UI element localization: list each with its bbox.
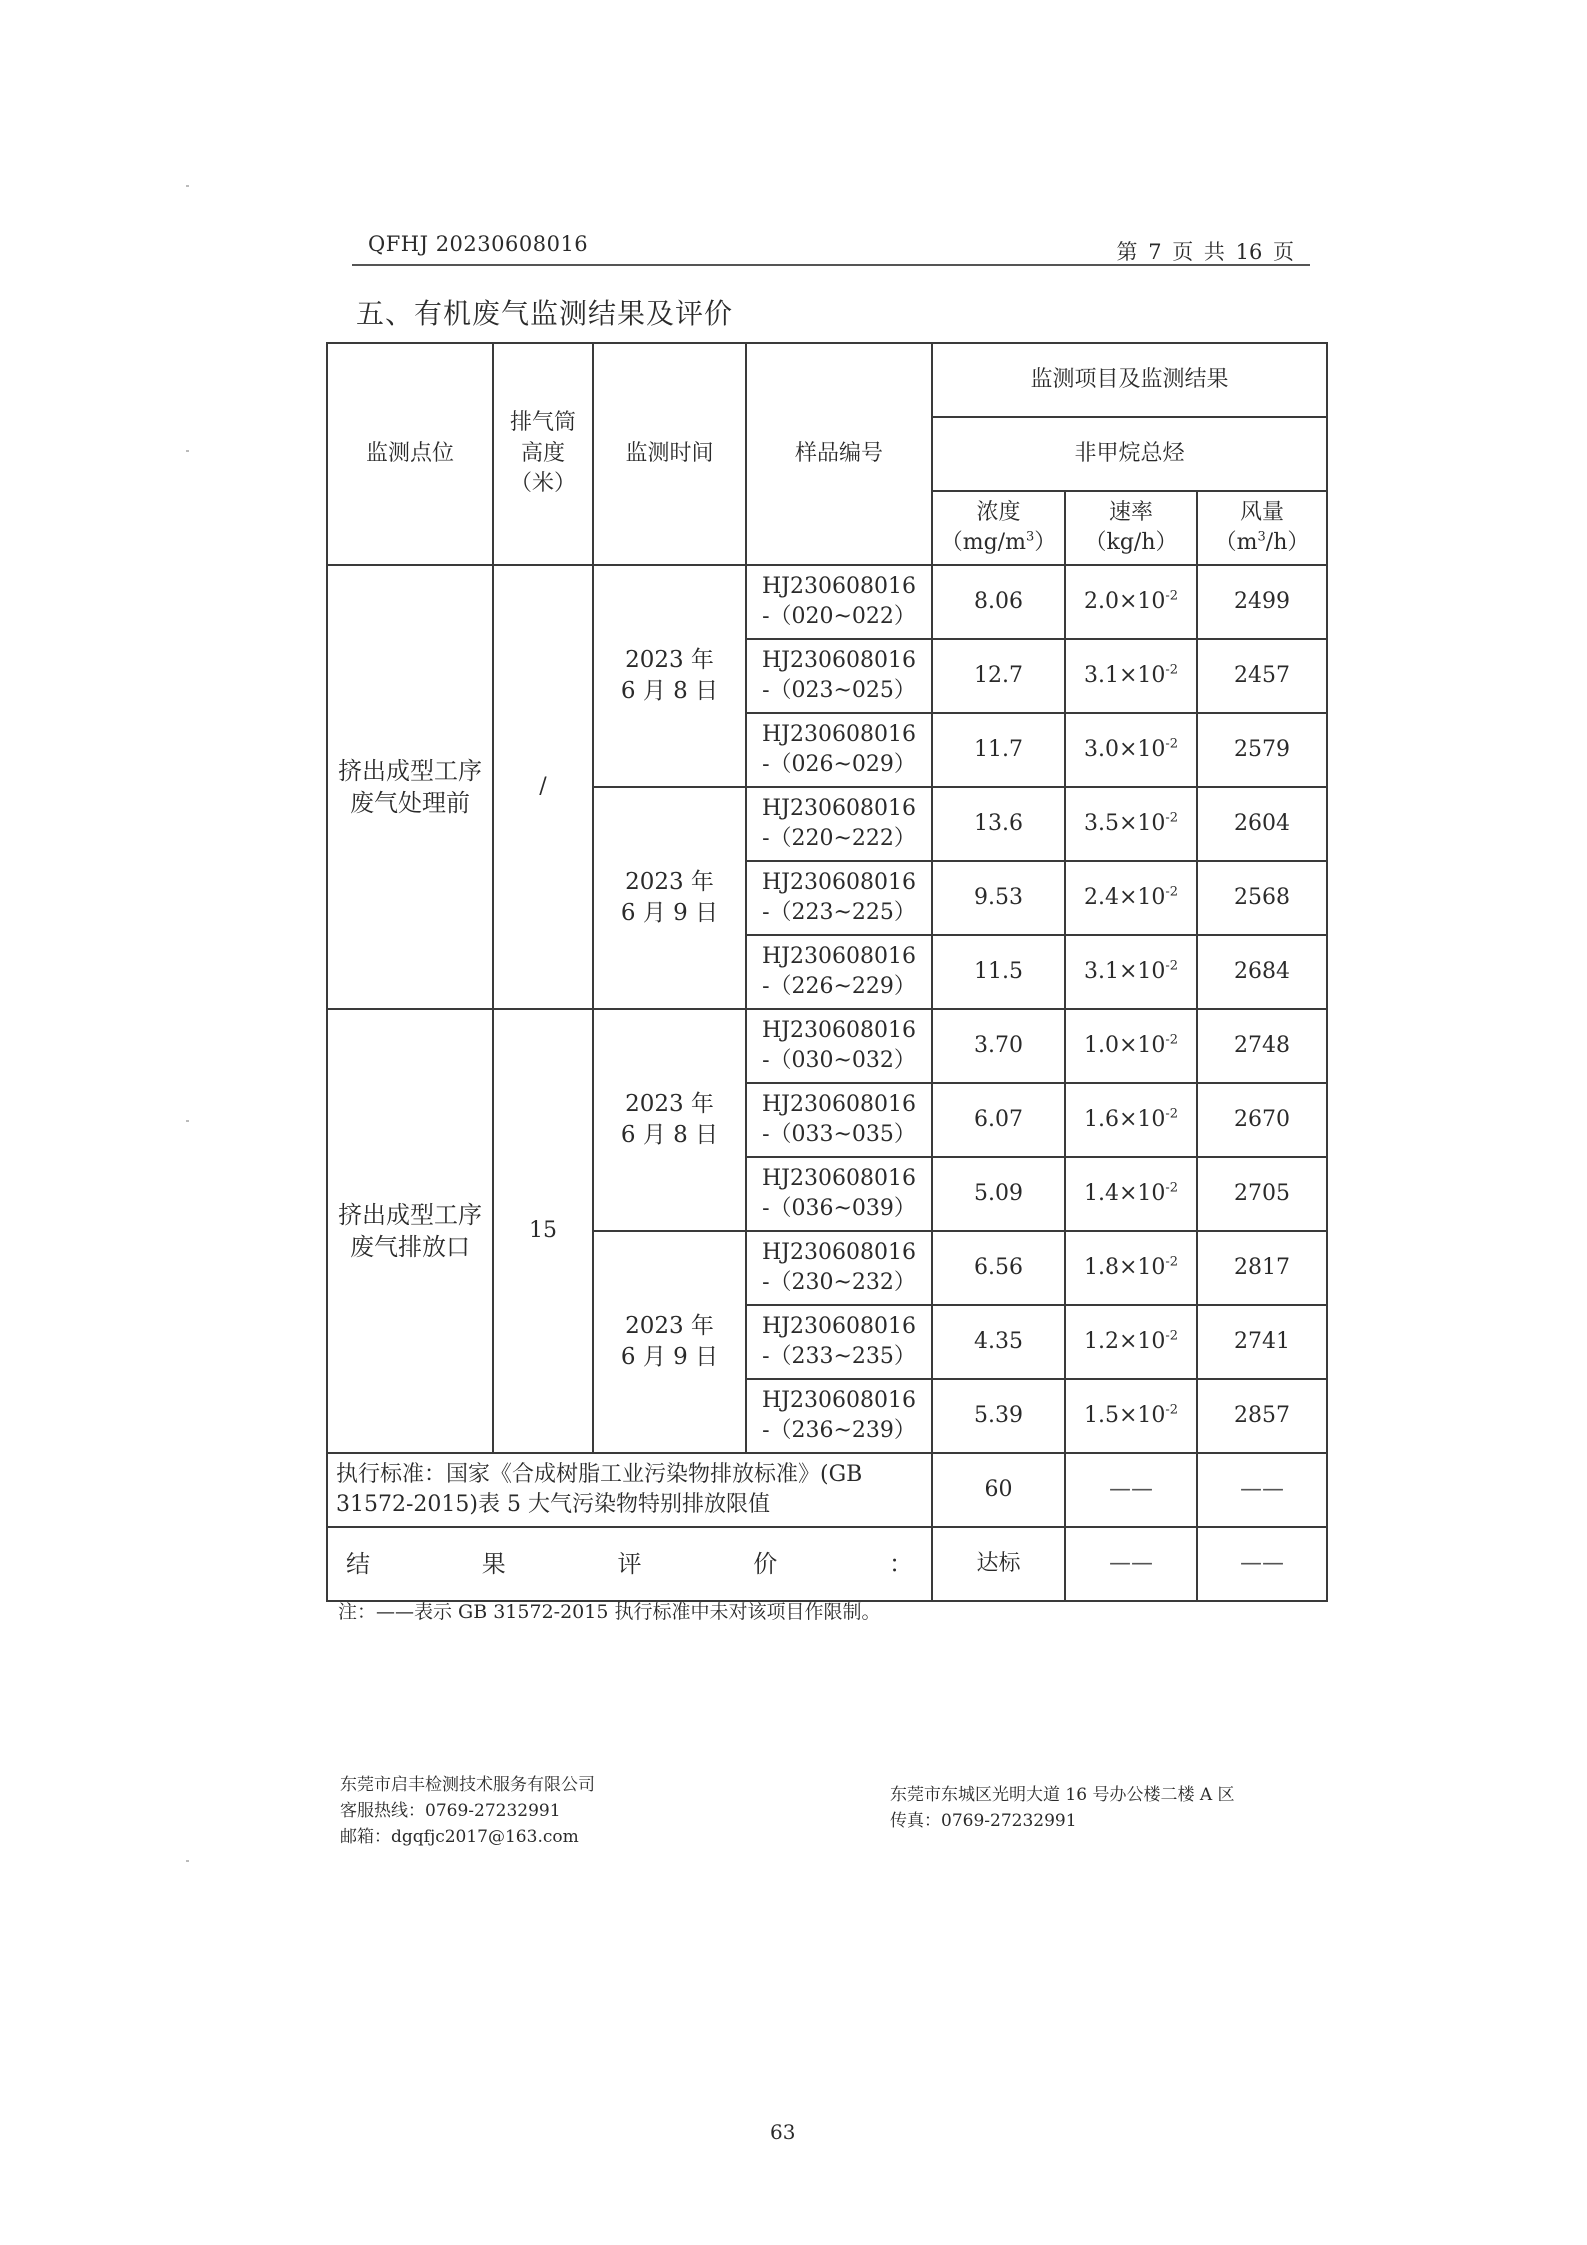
report-code: QFHJ 20230608016 [368, 232, 589, 256]
rate-value [1065, 565, 1197, 639]
sample-id: HJ230608016 -（030~032） [746, 1009, 932, 1083]
section-title: 五、有机废气监测结果及评价 [356, 297, 734, 330]
rate-base: 1.6×10 [1083, 1107, 1166, 1133]
concentration-value: 5.09 [932, 1157, 1065, 1231]
rate-exponent: -2 [1165, 1254, 1179, 1270]
rate-value [1065, 1305, 1197, 1379]
rate-base: 3.5×10 [1083, 811, 1166, 837]
sample-id: HJ230608016 -（020~022） [746, 565, 932, 639]
table-row [327, 1009, 1327, 1083]
table-note: 注：——表示 GB 31572-2015 执行标准中未对该项目作限制。 [338, 1601, 881, 1623]
evaluation-concentration-result: 达标 [932, 1527, 1065, 1601]
evaluation-airflow-result: —— [1197, 1527, 1327, 1601]
footer-hotline: 客服热线：0769-27232991 [340, 1801, 561, 1821]
rate-value [1065, 1379, 1197, 1453]
rate-value [1065, 1231, 1197, 1305]
concentration-value: 5.39 [932, 1379, 1065, 1453]
footer-left [340, 1772, 595, 1850]
rate-exponent: -2 [1165, 884, 1179, 900]
header-airflow [1197, 491, 1327, 565]
scan-speck [186, 450, 189, 452]
concentration-value: 6.07 [932, 1083, 1065, 1157]
airflow-value: 2604 [1197, 787, 1327, 861]
airflow-unit: $(m^3/h)$ [1214, 529, 1310, 555]
sample-id: HJ230608016 -（220~222） [746, 787, 932, 861]
rate-exponent: -2 [1165, 1180, 1179, 1196]
monitoring-date: 2023 年 6 月 8 日 [593, 1009, 746, 1231]
rate-base: 1.4×10 [1083, 1181, 1166, 1207]
header-time: 监测时间 [593, 343, 746, 565]
monitoring-date: 2023 年 6 月 9 日 [593, 1231, 746, 1453]
table-row [327, 565, 1327, 639]
header-group: 监测项目及监测结果 [932, 343, 1327, 417]
rate-value [1065, 935, 1197, 1009]
concentration-value: 3.70 [932, 1009, 1065, 1083]
monitoring-results-table [326, 342, 1328, 1602]
rate-exponent: -2 [1165, 958, 1179, 974]
rate-value [1065, 861, 1197, 935]
evaluation-label: 结果评价： [327, 1527, 932, 1601]
rate-value [1065, 713, 1197, 787]
rate-exponent: -2 [1165, 810, 1179, 826]
concentration-value: 11.7 [932, 713, 1065, 787]
airflow-value: 2684 [1197, 935, 1327, 1009]
rate-base: 3.0×10 [1083, 737, 1166, 763]
scan-speck [186, 185, 189, 187]
sample-id: HJ230608016 -（023~025） [746, 639, 932, 713]
rate-value [1065, 1009, 1197, 1083]
concentration-value: 12.7 [932, 639, 1065, 713]
standard-label: 执行标准：国家《合成树脂工业污染物排放标准》(GB 31572-2015)表 5 大气污染物特别排放限值 [327, 1453, 932, 1527]
concentration-value: 8.06 [932, 565, 1065, 639]
rate-base: 1.2×10 [1083, 1329, 1166, 1355]
rate-base: 3.1×10 [1083, 959, 1166, 985]
concentration-unit: $(mg/m^3)$ [940, 529, 1057, 555]
airflow-value: 2705 [1197, 1157, 1327, 1231]
rate-exponent: -2 [1165, 1328, 1179, 1344]
airflow-label: 风量 [1239, 500, 1284, 526]
rate-exponent: -2 [1165, 588, 1179, 604]
rate-label: 速率 [1108, 500, 1153, 526]
rate-base: 3.1×10 [1083, 663, 1166, 689]
stack-height: / [493, 565, 593, 1009]
rate-base: 1.8×10 [1083, 1255, 1166, 1281]
footer-right [890, 1782, 1235, 1834]
rate-value [1065, 787, 1197, 861]
airflow-value: 2670 [1197, 1083, 1327, 1157]
concentration-value: 11.5 [932, 935, 1065, 1009]
airflow-value: 2568 [1197, 861, 1327, 935]
monitoring-point: 挤出成型工序废气排放口 [327, 1009, 493, 1453]
rate-base: 1.5×10 [1083, 1403, 1166, 1429]
standard-concentration-limit: 60 [932, 1453, 1065, 1527]
airflow-value: 2457 [1197, 639, 1327, 713]
standard-airflow-limit: —— [1197, 1453, 1327, 1527]
header-item: 非甲烷总烃 [932, 417, 1327, 491]
rate-unit: （kg/h） [1084, 530, 1178, 555]
sample-id: HJ230608016 -（223~225） [746, 861, 932, 935]
footer-address: 东莞市东城区光明大道 16 号办公楼二楼 A 区 [890, 1785, 1235, 1805]
concentration-value: 4.35 [932, 1305, 1065, 1379]
header-concentration [932, 491, 1065, 565]
airflow-value: 2499 [1197, 565, 1327, 639]
sample-id: HJ230608016 -（236~239） [746, 1379, 932, 1453]
rate-exponent: -2 [1165, 736, 1179, 752]
stack-height: 15 [493, 1009, 593, 1453]
airflow-value: 2741 [1197, 1305, 1327, 1379]
standard-row [327, 1453, 1327, 1527]
rate-base: 1.0×10 [1083, 1033, 1166, 1059]
evaluation-row [327, 1527, 1327, 1601]
sample-id: HJ230608016 -（226~229） [746, 935, 932, 1009]
rate-value [1065, 1157, 1197, 1231]
rate-base: 2.4×10 [1083, 885, 1166, 911]
rate-exponent: -2 [1165, 662, 1179, 678]
sample-id: HJ230608016 -（033~035） [746, 1083, 932, 1157]
header-rate [1065, 491, 1197, 565]
footer-fax: 传真：0769-27232991 [890, 1811, 1077, 1831]
standard-rate-limit: —— [1065, 1453, 1197, 1527]
monitoring-point: 挤出成型工序废气处理前 [327, 565, 493, 1009]
rate-value [1065, 639, 1197, 713]
concentration-label: 浓度 [976, 500, 1021, 526]
scan-speck [186, 1860, 189, 1862]
rate-base: 2.0×10 [1083, 589, 1166, 615]
page-info: 第 7 页 共 16 页 [1116, 240, 1294, 264]
rate-value [1065, 1083, 1197, 1157]
monitoring-date: 2023 年 6 月 8 日 [593, 565, 746, 787]
sample-id: HJ230608016 -（036~039） [746, 1157, 932, 1231]
rate-exponent: -2 [1165, 1106, 1179, 1122]
page-number: 63 [770, 2120, 796, 2144]
header-point: 监测点位 [327, 343, 493, 565]
airflow-value: 2817 [1197, 1231, 1327, 1305]
monitoring-date: 2023 年 6 月 9 日 [593, 787, 746, 1009]
rate-exponent: -2 [1165, 1402, 1179, 1418]
airflow-value: 2579 [1197, 713, 1327, 787]
evaluation-rate-result: —— [1065, 1527, 1197, 1601]
sample-id: HJ230608016 -（026~029） [746, 713, 932, 787]
header-sample-id: 样品编号 [746, 343, 932, 565]
concentration-value: 9.53 [932, 861, 1065, 935]
sample-id: HJ230608016 -（230~232） [746, 1231, 932, 1305]
footer-email: 邮箱：dgqfjc2017@163.com [340, 1827, 579, 1847]
concentration-value: 6.56 [932, 1231, 1065, 1305]
concentration-value: 13.6 [932, 787, 1065, 861]
footer-company: 东莞市启丰检测技术服务有限公司 [340, 1775, 595, 1795]
sample-id: HJ230608016 -（233~235） [746, 1305, 932, 1379]
scan-speck [186, 1120, 189, 1122]
airflow-value: 2857 [1197, 1379, 1327, 1453]
page-header [352, 228, 1310, 266]
airflow-value: 2748 [1197, 1009, 1327, 1083]
header-stack-height: 排气筒高度（米） [493, 343, 593, 565]
rate-exponent: -2 [1165, 1032, 1179, 1048]
